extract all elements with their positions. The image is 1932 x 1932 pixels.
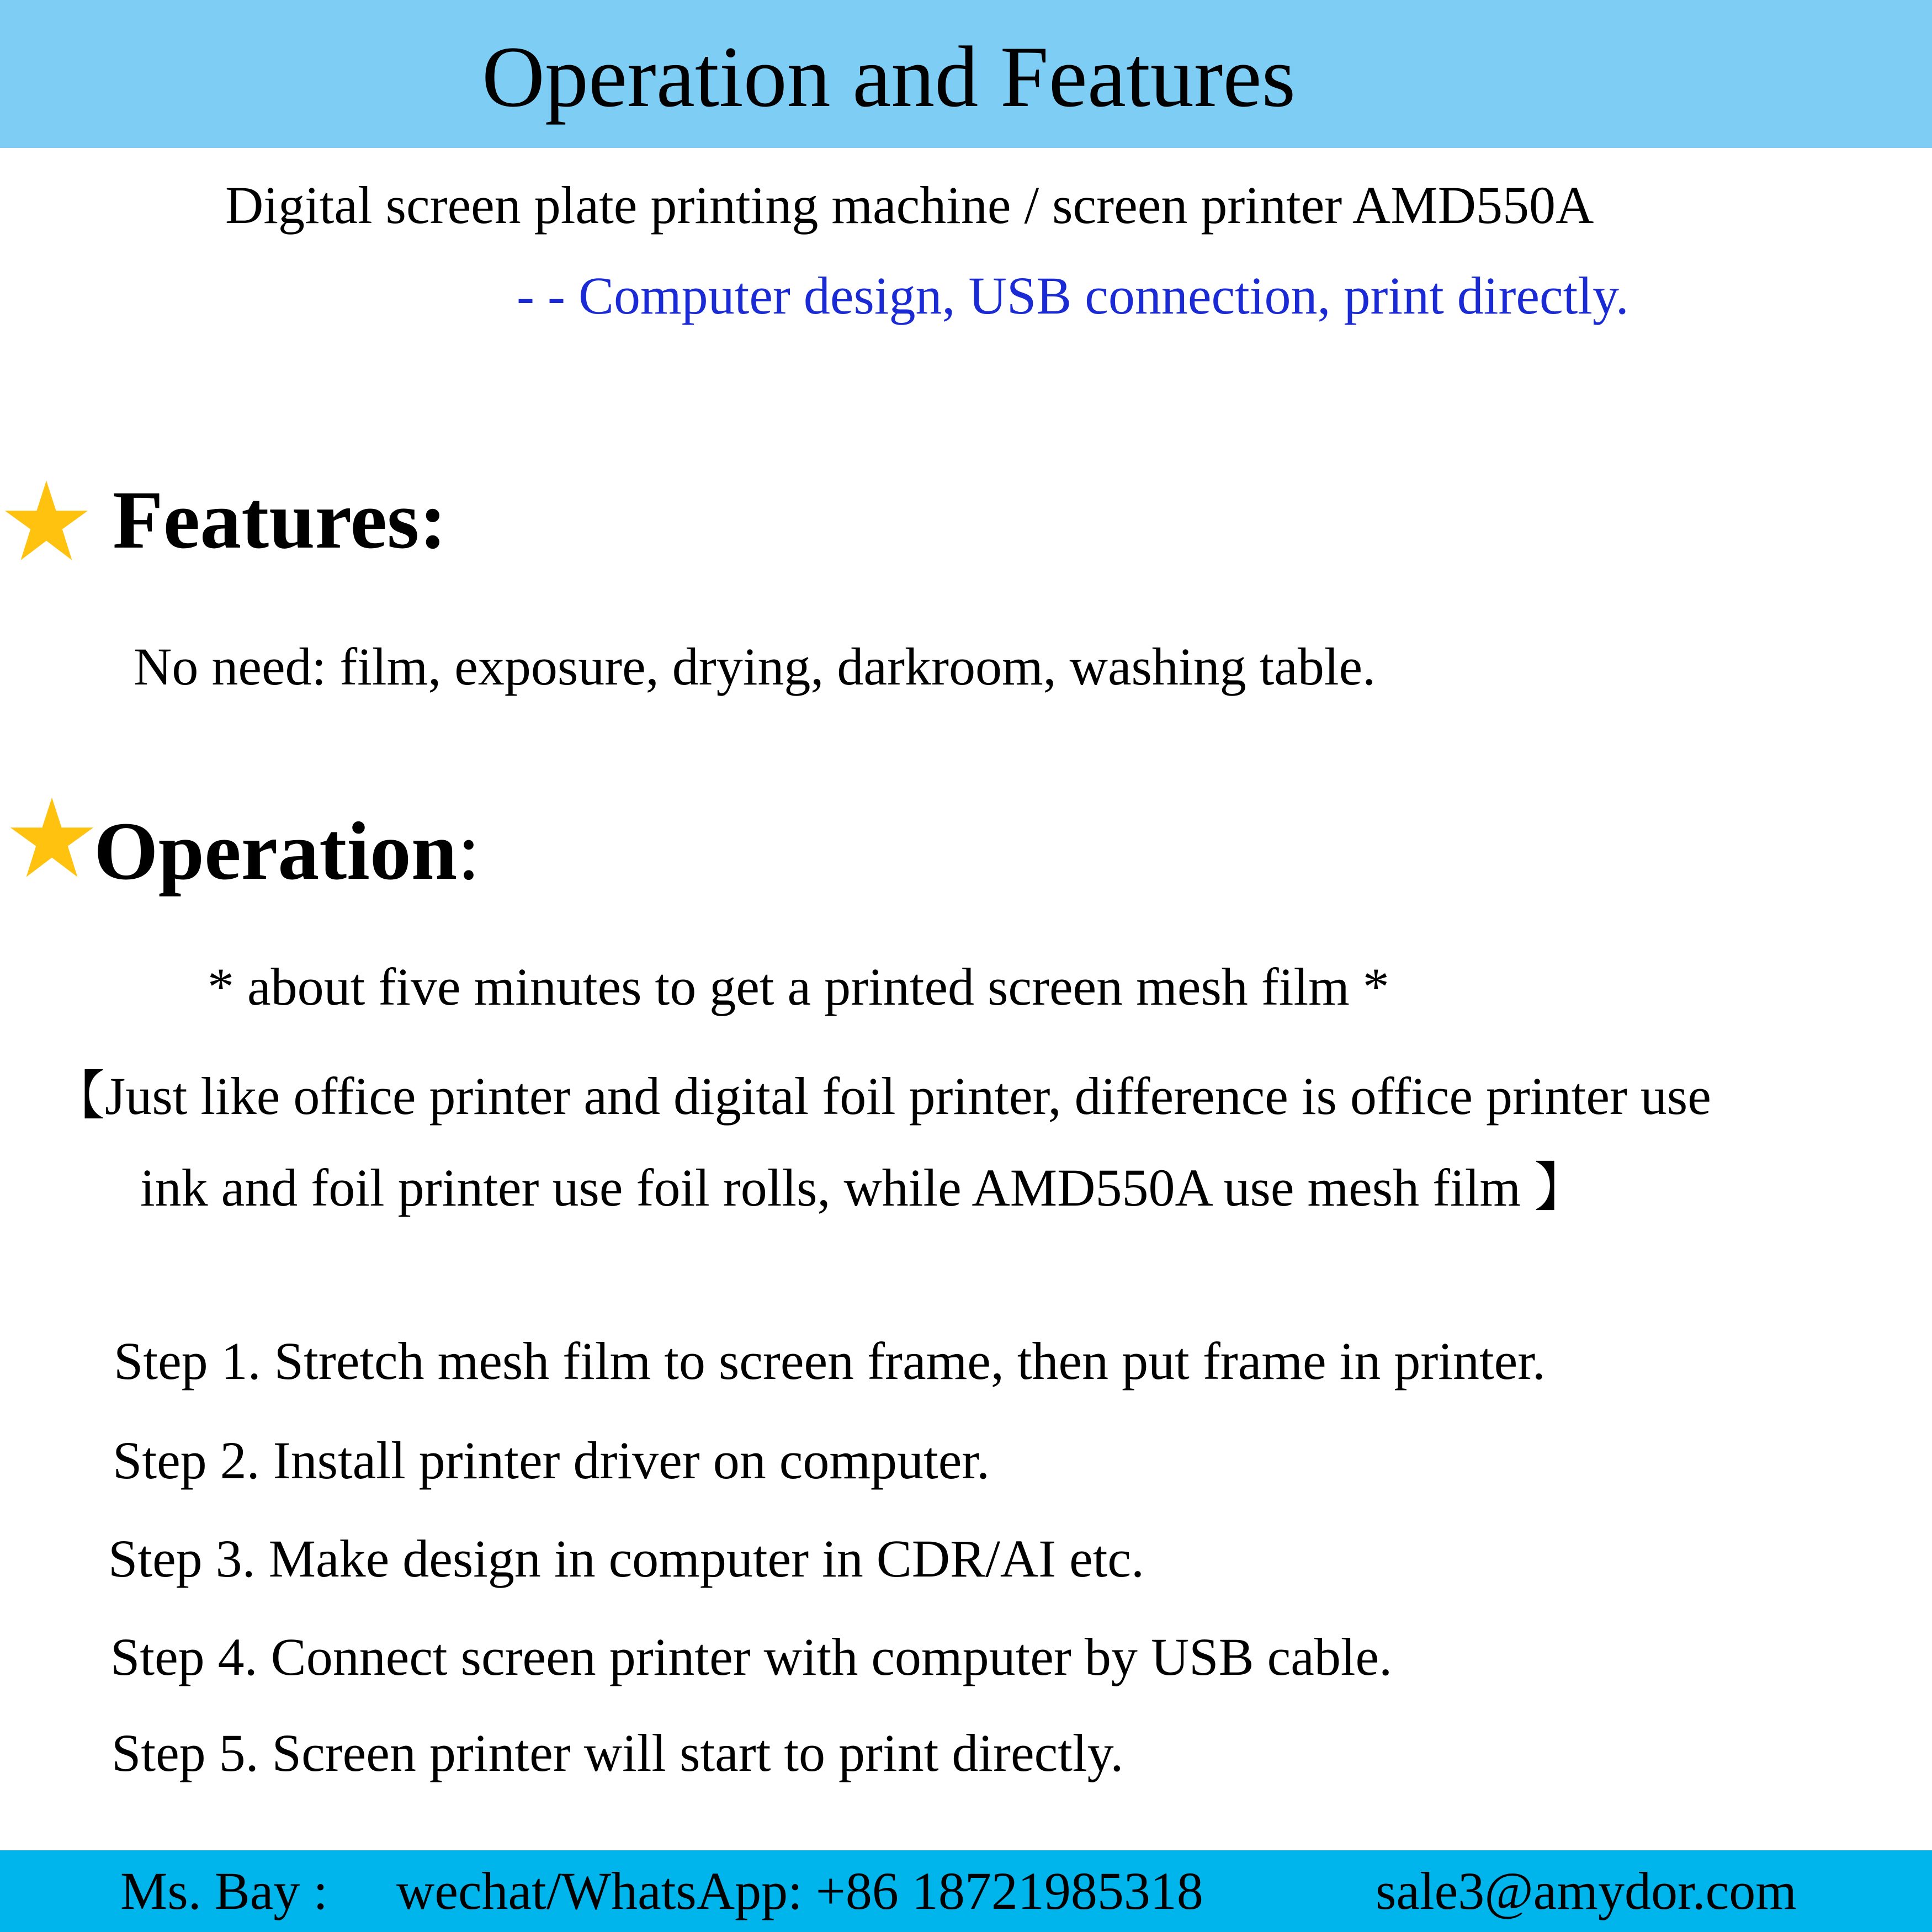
step-4: Step 4. Connect screen printer with computer by USB cable. [110, 1627, 1393, 1686]
step-2: Step 2. Install printer driver on computer. [113, 1431, 990, 1490]
operation-note-line-1: 【Just like office printer and digital foil printer, difference is office printer use [52, 1066, 1711, 1126]
product-tagline: - - Computer design, USB connection, print directly. [517, 266, 1629, 325]
contact-phone: wechat/WhatsApp: +86 18721985318 [396, 1861, 1203, 1920]
operation-note-line-2: ink and foil printer use foil rolls, while AMD550A use mesh film 】 [140, 1158, 1588, 1217]
step-1: Step 1. Stretch mesh film to screen frame, then put frame in printer. [114, 1331, 1546, 1390]
operation-star-shape [10, 798, 93, 877]
contact-email: sale3@amydor.com [1376, 1861, 1797, 1920]
page-title: Operation and Features [481, 29, 1296, 125]
product-subtitle: Digital screen plate printing machine / screen printer AMD550A [225, 176, 1594, 235]
contact-name: Ms. Bay : [120, 1861, 328, 1920]
step-5: Step 5. Screen printer will start to print directly. [112, 1723, 1124, 1782]
operation-summary: * about five minutes to get a printed screen mesh film * [208, 957, 1389, 1016]
star-icon [8, 795, 96, 883]
features-star-shape [5, 481, 88, 560]
features-heading: Features: [113, 474, 447, 566]
operation-heading [94, 802, 480, 901]
features-text: No need: film, exposure, drying, darkroom, washing table. [134, 637, 1376, 696]
operation-heading-colon: : [457, 805, 480, 897]
operation-heading-label: Operation [94, 805, 458, 897]
star-icon [2, 478, 91, 566]
step-3: Step 3. Make design in computer in CDR/AI etc. [108, 1529, 1145, 1588]
